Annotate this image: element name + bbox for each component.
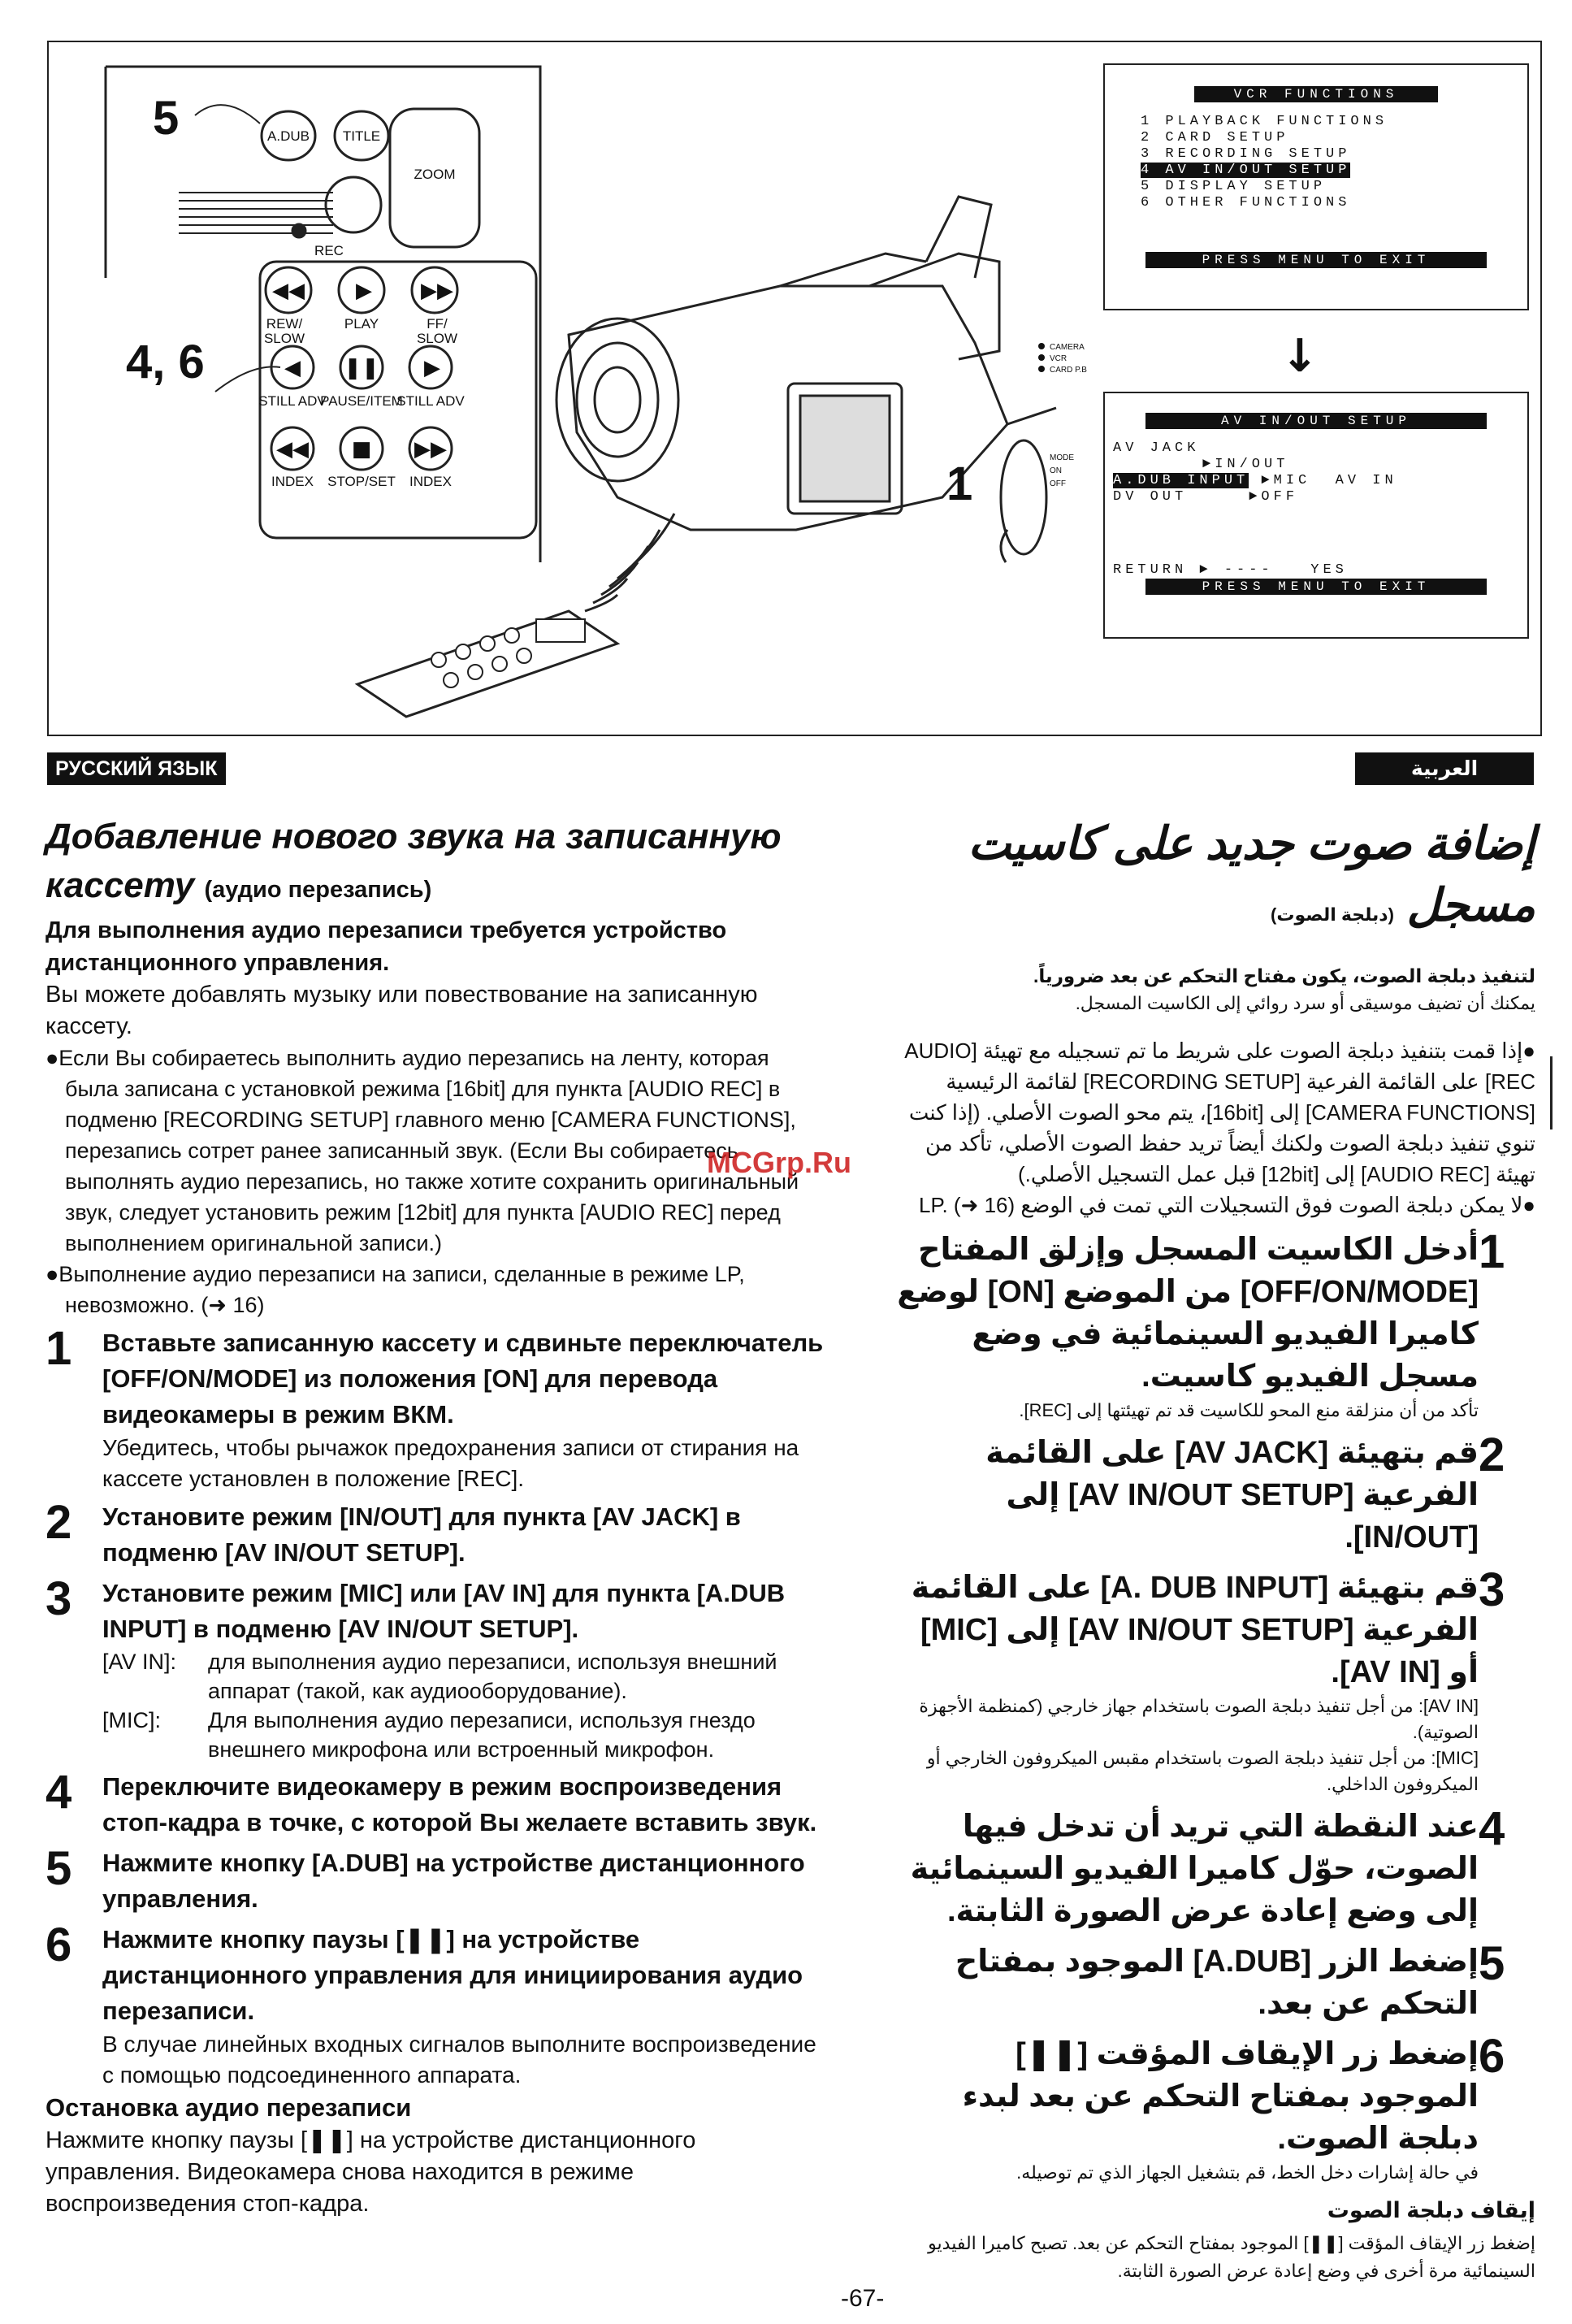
- av-menu-row-value: ►OFF: [1249, 489, 1299, 505]
- av-menu-row-label: DV OUT: [1113, 489, 1188, 505]
- vcr-menu-title: VCR FUNCTIONS: [1194, 86, 1438, 102]
- vcr-menu-footer: PRESS MENU TO EXIT: [1145, 252, 1487, 268]
- russian-intro: Вы можете добавлять музыку или повествование на записанную кассету.: [45, 982, 758, 1039]
- camcorder: [556, 197, 1056, 530]
- rec-label: REC: [314, 243, 344, 258]
- step-text: Переключите видеокамеру в режим воспроизведения стоп-кадра в точке, с которой Вы желаете вставить звук.: [102, 1772, 817, 1836]
- russian-stop-text: Нажмите кнопку паузы [❚❚] на устройстве дистанционного управления. Видеокамера снова находится в режиме воспроизведения стоп-кадра.: [45, 2127, 696, 2217]
- ff-label: FF/: [427, 316, 448, 332]
- step-number: 6: [45, 1919, 72, 1971]
- step-number: 1: [1479, 1225, 1505, 1278]
- vcr-menu-item: 2 CARD SETUP: [1141, 130, 1289, 145]
- russian-step-6: [45, 1919, 825, 2091]
- illustration-frame: [47, 41, 1542, 736]
- arabic-step-2: [894, 1429, 1535, 1559]
- step-text: إضغط زر الإيقاف المؤقت [❚❚] الموجود بمفتاح التحكم عن بعد لبدء دبلجة الصوت.: [962, 2037, 1479, 2156]
- index-left-label: INDEX: [271, 474, 314, 489]
- av-menu-row-value: ►IN/OUT: [1202, 457, 1289, 472]
- step-number: 2: [45, 1496, 72, 1549]
- arabic-step-5: [894, 1937, 1535, 2025]
- svg-text:▶▶: ▶▶: [414, 437, 447, 462]
- av-setup-screen: [1103, 392, 1529, 639]
- step-text: إضغط الزر [A.DUB] الموجود بمفتاح التحكم عن بعد.: [955, 1945, 1479, 2021]
- svg-text:◀◀: ◀◀: [272, 279, 305, 303]
- step-number: 3: [45, 1572, 72, 1625]
- still-adv-right-label: STILL ADV: [396, 393, 465, 409]
- definition-key: [MIC]:: [1431, 1748, 1479, 1768]
- stop-set-label: STOP/SET: [327, 474, 396, 489]
- switch-off-label: OFF: [1050, 479, 1066, 488]
- step-number: 3: [1479, 1563, 1505, 1616]
- vcr-menu-item: 1 PLAYBACK FUNCTIONS: [1141, 114, 1388, 129]
- index-right-label: INDEX: [409, 474, 452, 489]
- av-menu-row-label: AV JACK: [1113, 440, 1200, 456]
- still-adv-left-label: STILL ADV: [258, 393, 327, 409]
- callout-4-6: 4, 6: [126, 336, 205, 388]
- arabic-language-tag: العربية: [1355, 752, 1534, 785]
- adub-label: A.DUB: [267, 128, 310, 144]
- step-number: 1: [45, 1322, 72, 1375]
- russian-column: [45, 813, 825, 2220]
- russian-step-1: [45, 1322, 825, 1494]
- svg-text:■: ■: [351, 437, 372, 462]
- av-menu-title: AV IN/OUT SETUP: [1145, 413, 1487, 429]
- step-number: 5: [1479, 1937, 1505, 1990]
- step-text: قم بتهيئة [AV JACK] على القائمة الفرعية [AV IN/OUT SETUP] إلى [IN/OUT].: [985, 1436, 1479, 1554]
- russian-note: ●Выполнение аудио перезаписи на записи, сделанные в режиме LP, невозможно. (➜ 16): [45, 1262, 745, 1317]
- av-menu-footer: PRESS MENU TO EXIT: [1145, 579, 1487, 595]
- vcr-functions-screen: [1103, 63, 1529, 310]
- svg-text:▶▶: ▶▶: [421, 279, 453, 303]
- callout-1: 1: [946, 457, 973, 510]
- step-number: 6: [1479, 2030, 1505, 2083]
- definition-key: [AV IN]:: [102, 1650, 177, 1674]
- callout-5: 5: [153, 92, 180, 145]
- step-text: أدخل الكاسيت المسجل وإزلق المفتاح [OFF/ON/MODE] من الموضع [ON] لوضع كاميرا الفيديو السينمائية في وضع مسجل الفيديو كاسيت.: [897, 1233, 1479, 1394]
- vcr-menu-item: 5 DISPLAY SETUP: [1141, 179, 1327, 194]
- russian-title: Добавление нового звука на записанную кассету (аудио перезапись): [45, 817, 782, 905]
- title-label: TITLE: [342, 128, 381, 144]
- arabic-title-sub: (دبلجة الصوت): [1271, 904, 1394, 925]
- mode-camera-label: CAMERA: [1050, 343, 1085, 352]
- russian-stop-heading: Остановка аудио перезаписи: [45, 2093, 412, 2122]
- watermark: MCGrp.Ru: [707, 1146, 851, 1179]
- vcr-menu-item: 6 OTHER FUNCTIONS: [1141, 195, 1351, 210]
- step-number: 4: [1479, 1802, 1505, 1855]
- arabic-note: ●لا يمكن دبلجة الصوت فوق التسجيلات التي تمت في الوضع LP. (➜ 16): [919, 1193, 1535, 1217]
- definition-row: [102, 1647, 825, 1706]
- av-menu-return-value: ► ---- YES: [1199, 562, 1348, 578]
- svg-text:▶: ▶: [356, 279, 372, 303]
- svg-text:◀: ◀: [284, 356, 301, 380]
- mode-dial: [1001, 440, 1046, 562]
- step-number: 4: [45, 1766, 72, 1819]
- definition-value: Для выполнения аудио перезаписи, используя гнездо внешнего микрофона или встроенный микрофон.: [208, 1708, 756, 1762]
- definition-value: من أجل تنفيذ دبلجة الصوت باستخدام جهاز خارجي (كمنظمة الأجهزة الصوتية).: [919, 1696, 1479, 1742]
- russian-step-2: [45, 1496, 825, 1571]
- vcr-menu-item: 3 RECORDING SETUP: [1141, 146, 1351, 162]
- arabic-step-4: [894, 1802, 1535, 1932]
- step-number: 5: [45, 1842, 72, 1895]
- step-subtext: في حالة إشارات دخل الخط، قم بتشغيل الجهاز الذي تم توصيله.: [1016, 2162, 1479, 2183]
- arabic-note: ●إذا قمت بتنفيذ دبلجة الصوت على شريط ما تم تسجيله مع تهيئة [AUDIO REC] على القائمة الفرعية [RECORDING SETUP] لقائمة الرئيسية [CAMERA FUNCTIONS] إلى [16bit]، يتم محو الصوت الأصلي. (إذا كنت تنوي تنفيذ دبلجة الصوت ولكنك أيضاً تريد حفظ الصوت الأصلي، تأكد من تهيئة [AUDIO REC] إلى [12bit] قبل عمل التسجيل الأصلي.): [904, 1038, 1535, 1186]
- mode-vcr-label: VCR: [1050, 354, 1067, 363]
- arabic-stop-text: إضغط زر الإيقاف المؤقت [❚❚] الموجود بمفتاح التحكم عن بعد. تصبح كاميرا الفيديو السينمائية مرة أخرى في وضع إعادة عرض الصورة الثابتة.: [928, 2233, 1535, 2281]
- russian-step-4: [45, 1766, 825, 1841]
- arabic-step-6: [894, 2030, 1535, 2186]
- step-text: Нажмите кнопку паузы [❚❚] на устройстве дистанционного управления для инициирования аудио перезаписи.: [102, 1925, 803, 2025]
- zoom-label: ZOOM: [414, 167, 456, 182]
- edge-marker: [1550, 1056, 1553, 1129]
- vcr-menu-item-selected: 4 AV IN/OUT SETUP: [1141, 163, 1351, 178]
- russian-language-tag: РУССКИЙ ЯЗЫК: [47, 752, 226, 785]
- russian-intro-bold: Для выполнения аудио перезаписи требуется устройство дистанционного управления.: [45, 917, 727, 976]
- step-text: قم بتهيئة [A. DUB INPUT] على القائمة الفرعية [AV IN/OUT SETUP] إلى [MIC] أو [AV IN].: [911, 1571, 1479, 1689]
- svg-text:❚❚: ❚❚: [344, 356, 379, 380]
- definition-row: [894, 1693, 1479, 1745]
- arabic-intro: يمكنك أن تضيف موسيقى أو سرد روائي إلى الكاسيت المسجل.: [1075, 993, 1535, 1013]
- slow-label-right: SLOW: [416, 331, 458, 346]
- step-number: 2: [1479, 1429, 1505, 1481]
- step-text: Установите режим [MIC] или [AV IN] для пункта [A.DUB INPUT] в подменю [AV IN/OUT SETUP].: [102, 1579, 786, 1643]
- arabic-stop-heading: إيقاف دبلجة الصوت: [1327, 2198, 1535, 2222]
- down-arrow: ↓: [1280, 330, 1319, 383]
- definition-value: для выполнения аудио перезаписи, используя внешний аппарат (такой, как аудиооборудование).: [208, 1650, 777, 1703]
- definition-key: [MIC]:: [102, 1708, 161, 1732]
- russian-step-5: [45, 1842, 825, 1917]
- russian-step-3: [45, 1572, 825, 1764]
- av-menu-row-label-selected: A.DUB INPUT: [1113, 473, 1249, 488]
- definition-key: [AV IN]:: [1418, 1696, 1479, 1716]
- step-text: Вставьте записанную кассету и сдвиньте переключатель [OFF/ON/MODE] из положения [ON] для перевода видеокамеры в режим ВКМ.: [102, 1329, 824, 1429]
- svg-text:◀◀: ◀◀: [276, 437, 309, 462]
- step-text: Установите режим [IN/OUT] для пункта [AV JACK] в подменю [AV IN/OUT SETUP].: [102, 1502, 741, 1567]
- page-number: -67-: [841, 2285, 885, 2312]
- svg-text:▶: ▶: [424, 356, 440, 380]
- pause-item-label: PAUSE/ITEM: [320, 393, 403, 409]
- arabic-intro-bold: لتنفيذ دبلجة الصوت، يكون مفتاح التحكم عن بعد ضرورياً.: [1033, 965, 1535, 986]
- av-menu-return-label: RETURN: [1113, 562, 1188, 578]
- definition-row: [102, 1706, 825, 1764]
- arabic-title: إضافة صوت جديد على كاسيت مسجل (دبلجة الصوت): [968, 817, 1535, 930]
- mode-card-label: CARD P.B: [1050, 366, 1087, 375]
- play-label: PLAY: [344, 316, 379, 332]
- arabic-step-1: [894, 1225, 1535, 1424]
- rew-label: REW/: [266, 316, 303, 332]
- step-subtext: В случае линейных входных сигналов выполните воспроизведение с помощью подсоединенного аппарата.: [102, 2031, 816, 2088]
- switch-on-label: ON: [1050, 466, 1062, 475]
- switch-mode-label: MODE: [1050, 453, 1074, 462]
- slow-label-left: SLOW: [263, 331, 305, 346]
- arabic-column: [894, 813, 1535, 2285]
- step-text: Нажмите кнопку [A.DUB] на устройстве дистанционного управления.: [102, 1849, 805, 1913]
- arabic-step-3: [894, 1563, 1535, 1797]
- step-text: عند النقطة التي تريد أن تدخل فيها الصوت، حوّل كاميرا الفيديو السينمائية إلى وضع إعادة عرض الصورة الثابتة.: [910, 1810, 1479, 1928]
- russian-note: ●Если Вы собираетесь выполнить аудио перезапись на ленту, которая была записана с установкой режима [16bit] для пункта [AUDIO REC] в подменю [RECORDING SETUP] главного меню [CAMERA FUNCTIONS], перезапись сотрет ранее записанный звук. (Если Вы собираетесь выполнять аудио перезапись, но также хотите сохранить оригинальный звук, следует установить режим [12bit] для пункта [AUDIO REC] перед выполнением оригинальной записи.): [45, 1046, 799, 1255]
- step-subtext: تأكد من أن منزلقة منع المحو للكاسيت قد تم تهيئتها إلى [REC].: [1019, 1400, 1479, 1420]
- av-menu-row-value: ►MIC AV IN: [1261, 473, 1397, 488]
- step-subtext: Убедитесь, чтобы рычажок предохранения записи от стирания на кассете установлен в положение [REC].: [102, 1435, 799, 1491]
- definition-row: [894, 1745, 1479, 1797]
- definition-value: من أجل تنفيذ دبلجة الصوت باستخدام مقبس الميكروفون الخارجي أو الميكروفون الداخلي.: [926, 1748, 1479, 1794]
- russian-title-sub: (аудио перезапись): [204, 877, 432, 903]
